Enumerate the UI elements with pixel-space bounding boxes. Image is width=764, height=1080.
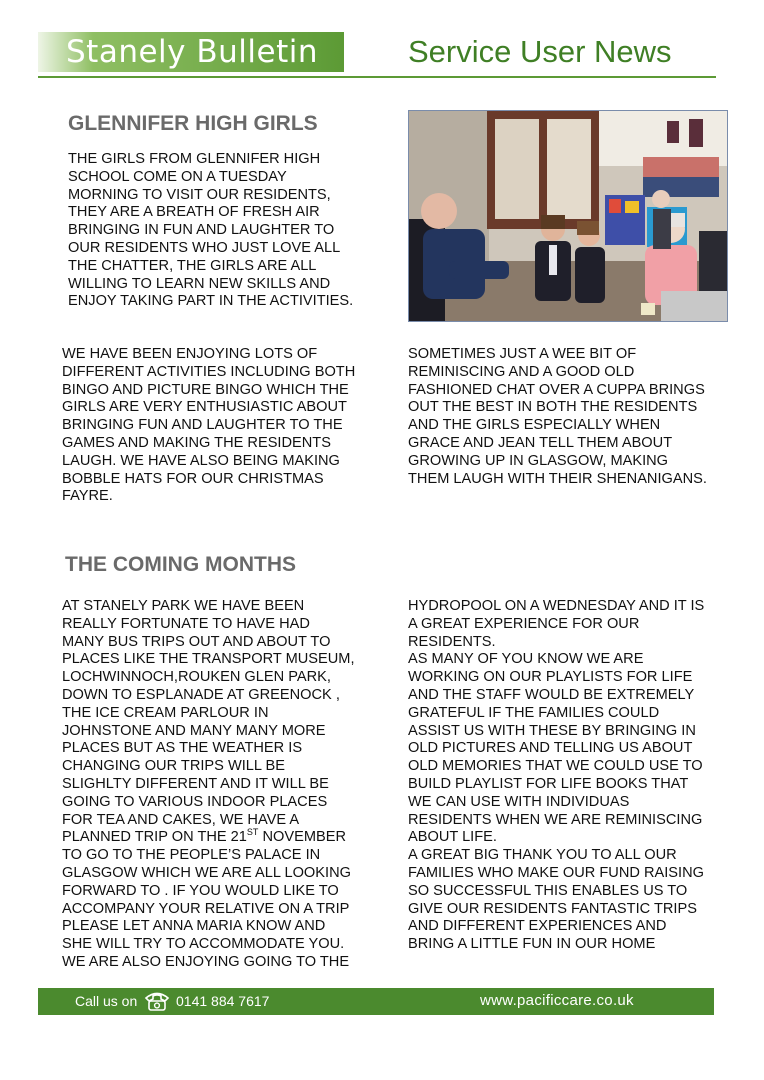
ordinal-suffix: ST (246, 827, 259, 838)
residents-photo (408, 110, 728, 322)
call-us-label: Call us on (75, 993, 138, 1009)
header-divider (38, 76, 716, 78)
website-link[interactable]: www.pacificcare.co.uk (480, 992, 634, 1009)
service-user-news-title: Service User News (408, 34, 672, 69)
trips-text-part-b: NOVEMBER TO GO TO THE PEOPLE’S PALACE IN GLASGOW WHICH WE ARE ALL LOOKING FORWARD TO . IF YOU WOULD LIKE TO ACCOMPANY YOUR RELATIVE ON A TRIP PLEASE LET ANNA MARIA KNOW AND SHE WILL TRY TO ACCOMMODATE YOU. WE ARE ALSO ENJOYING GOING TO THE (62, 829, 351, 970)
section-heading-glennifer: GLENNIFER HIGH GIRLS (68, 112, 318, 135)
phone-number[interactable]: 0141 884 7617 (176, 993, 270, 1009)
residents-photo-illustration (409, 111, 728, 322)
reminiscing-text: SOMETIMES JUST A WEE BIT OF REMINISCING AND A GOOD OLD FASHIONED CHAT OVER A CUPPA BRINGS OUT THE BEST IN BOTH THE RESIDENTS AND THE GIRLS ESPECIALLY WHEN GRACE AND JEAN TELL THEM ABOUT GROWING UP IN GLASGOW, MAKING THEM LAUGH WITH THEIR SHENANIGANS. (408, 346, 707, 487)
glennifer-intro-text: THE GIRLS FROM GLENNIFER HIGH SCHOOL COME ON A TUESDAY MORNING TO VISIT OUR RESIDENTS, THEY ARE A BREATH OF FRESH AIR BRINGING IN FUN AND LAUGHTER TO OUR RESIDENTS WHO JUST LOVE ALL THE CHATTER, THE GIRLS ARE ALL WILLING TO LEARN NEW SKILLS AND ENJOY TAKING PART IN THE ACTIVITIES. (68, 151, 354, 310)
playlists-text: HYDROPOOL ON A WEDNESDAY AND IT IS A GREAT EXPERIENCE FOR OUR RESIDENTS. AS MANY OF YOU KNOW WE ARE WORKING ON OUR PLAYLISTS FOR LIFE AND THE STAFF WOULD BE EXTREMELY GRATEFUL IF THE FAMILIES COULD ASSIST US WITH THESE BY BRINGING IN OLD PICTURES AND TELLING US ABOUT OLD MEMORIES THAT WE COULD USE TO BUILD PLAYLIST FOR LIFE BOOKS THAT WE CAN USE WITH INDIVIDUAS RESIDENTS WHEN WE ARE REMINISCING ABOUT LIFE. A GREAT BIG THANK YOU TO ALL OUR FAMILIES WHO MAKE OUR FUND RAISING SO SUCCESSFUL THIS ENABLES US TO GIVE OUR RESIDENTS FANTASTIC TRIPS AND DIFFERENT EXPERIENCES AND BRING A LITTLE FUN IN OUR HOME (408, 598, 705, 953)
activities-text: WE HAVE BEEN ENJOYING LOTS OF DIFFERENT ACTIVITIES INCLUDING BOTH BINGO AND PICTURE BINGO WHICH THE GIRLS ARE VERY ENTHUSIASTIC ABOUT BRINGING FUN AND LAUGHTER TO THE GAMES AND MAKING THE RESIDENTS LAUGH. WE HAVE ALSO BEING MAKING BOBBLE HATS FOR OUR CHRISTMAS FAYRE. (62, 346, 356, 505)
bulletin-title: Stanely Bulletin (66, 34, 318, 70)
phone-icon (143, 990, 171, 1012)
trips-text (62, 598, 402, 972)
section-heading-coming-months: THE COMING MONTHS (65, 553, 296, 576)
trips-text-part-a: AT STANELY PARK WE HAVE BEEN REALLY FORTUNATE TO HAVE HAD MANY BUS TRIPS OUT AND ABOUT TO PLACES LIKE THE TRANSPORT MUSEUM, LOCHWINNOCH,ROUKEN GLEN PARK, DOWN TO ESPLANADE AT GREENOCK , THE ICE CREAM PARLOUR IN JOHNSTONE AND MANY MANY MORE PLACES BUT AS THE WEATHER IS CHANGING OUR TRIPS WILL BE SLIGHLTY DIFFERENT AND IT WILL BE GOING TO VARIOUS INDOOR PLACES FOR TEA AND CAKES, WE HAVE A PLANNED TRIP ON THE 21 (62, 598, 355, 846)
